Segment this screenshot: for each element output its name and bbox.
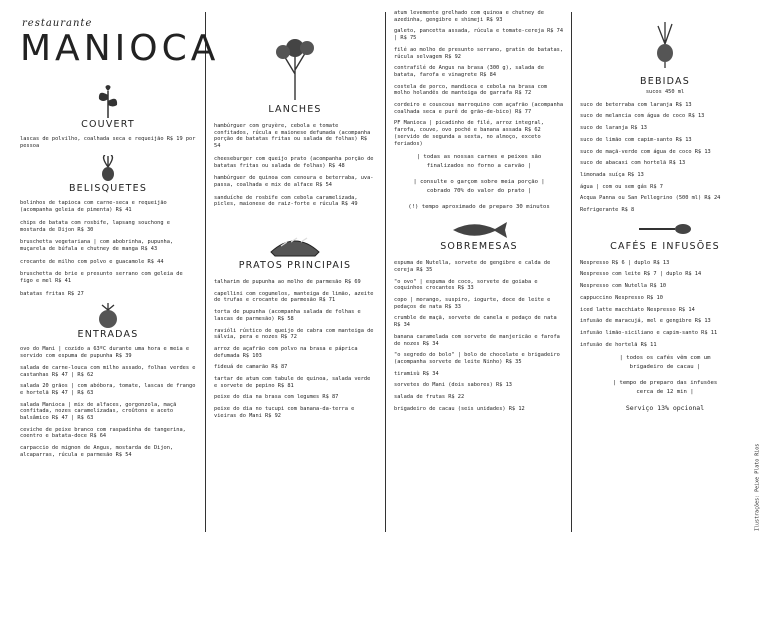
list-item: suco de maçã-verde com água de coco R$ 13 [580, 148, 711, 155]
column-3 [394, 10, 564, 553]
list-item: galeto, pancetta assada, rúcula e tomate-cereja R$ 74 | R$ 75 [394, 28, 564, 42]
list-item: bruschetta de brie e presunto serrano com geleia de figo e mel R$ 41 [20, 271, 183, 285]
list-item: limonada suíça R$ 13 [580, 171, 644, 178]
list-item: ravióli rústico de queijo de cabra com manteiga de sálvia, pera e nozes R$ 72 [214, 327, 374, 341]
list-item: batatas fritas R$ 27 [20, 290, 84, 297]
section-title-cafes: CAFÉS E INFUSÕES [610, 240, 720, 252]
list-item: sanduíche de rosbife com cebola caramelizada, picles, maionese de raiz-forte e rúcula R$ 49 [214, 194, 358, 208]
list-item: peixe do dia no tucupi com banana-da-terra e vieiras do Mani R$ 92 [214, 406, 355, 419]
note: | consulte o garçom sobre meia porção | cobrado 70% do valor do prato | [413, 179, 545, 195]
list-item: infusão limão-siciliano e capim-santo R$ 11 [580, 329, 718, 336]
separator [571, 12, 572, 532]
list-item: bolinhos de tapioca com carne-seca e requeijão (acompanha geleia de pimenta) R$ 41 [20, 200, 167, 214]
list-item: brigadeiro de cacau (seis unidades) R$ 12 [394, 405, 525, 412]
list-item: hambúrguer de quinoa com cenoura e beterraba, uva-passa, coalhada e mix de alface R$ 54 [214, 175, 374, 188]
list-item: crumble de maçã, sorvete de canela e pedaço de nata R$ 34 [394, 315, 557, 329]
list-item: peixe do dia na brasa com legumes R$ 87 [214, 394, 339, 401]
list-item: filé ao molho de presunto serrano, gratin de batatas, rúcula selvagem R$ 92 [394, 46, 564, 60]
brand-title: MANIOCA [20, 28, 220, 69]
list-item: costela de porco, mandioca e cebola na brasa com molho holandês de manteiga de garrafa R$ 72 [394, 83, 548, 97]
section-title-lanches: LANCHES [268, 104, 322, 115]
brand-subtitle: restaurante [22, 18, 93, 29]
section-title-couvert: COUVERT [81, 119, 135, 130]
list-item: suco de beterraba com laranja R$ 13 [580, 101, 692, 108]
section-title-entradas: ENTRADAS [77, 329, 139, 341]
list-item: Nespresso com leite R$ 7 | duplo R$ 14 [580, 271, 702, 278]
list-item: fideuá de camarão R$ 87 [214, 364, 288, 371]
list-item: copo | morango, suspiro, iogurte, doce de leite e pedaços de nata R$ 33 [394, 297, 551, 310]
list-item: sorvetes do Mani (dois sabores) R$ 13 [394, 382, 512, 389]
fish-illustration-icon [449, 219, 509, 241]
list-item: água | com ou sem gás R$ 7 [580, 183, 663, 190]
list-item: Nespresso R$ 6 | duplo R$ 13 [580, 259, 670, 266]
illustration-credit: Ilustrações: Peixe Plato Rios [754, 443, 760, 531]
note: | todas as nossas carnes e peixes são finalizados no forno a carvão | [416, 154, 542, 170]
note: (!) tempo aproximado de preparo 30 minutos [408, 204, 550, 211]
list-item: salada de frutas R$ 22 [394, 394, 465, 401]
list-item: infusão de hortelã R$ 11 [580, 341, 657, 348]
turnip-illustration-icon [650, 22, 680, 68]
list-item: torta de pupunha (acompanha salada de folhas e lascas de parmesão) R$ 58 [214, 309, 361, 322]
bread-illustration-icon [267, 228, 323, 260]
list-item: Nespresso com Nutella R$ 10 [580, 283, 667, 290]
list-item: salada 20 grãos | com abóbora, tomate, lascas de frango e hortelã R$ 47 | R$ 63 [20, 383, 196, 396]
list-item: arroz de açafrão com polvo na brasa e páprica defumada R$ 103 [214, 345, 358, 359]
list-item: suco de melancia com água de coco R$ 13 [580, 113, 705, 120]
separator [205, 12, 206, 532]
section-title-pratos: PRATOS PRINCIPAIS [238, 260, 352, 272]
column-1 [20, 85, 196, 628]
list-item: chips de batata com rosbife, lapsang souchong e mostarda de Dijon R$ 30 [20, 219, 170, 233]
section-title-belisquetes: BELISQUETES [68, 183, 148, 195]
bebidas-subtitle: sucos 450 ml [645, 89, 685, 95]
list-item: cordeiro e couscous marroquino com açafrão (acompanha coalhada seca e purê de grão-de-bico) R$ 77 [394, 102, 564, 115]
list-item: tartar de atum com tabule de quinoa, salada verde e sorvete de pepino R$ 81 [214, 376, 371, 389]
list-item: cheeseburger com queijo prato (acompanha porção de batatas fritas ou salada de folhas) R$ 48 [214, 155, 374, 169]
list-item: "o segredo do bolo" | bolo de chocolate e brigadeiro (acompanha sorvete de leite Ninho) R$ 35 [394, 352, 560, 365]
note: | tempo de preparo das infusões cerca de 12 min | [612, 380, 718, 396]
column-4 [580, 22, 750, 565]
list-item: ovo do Mani | cozido a 63ºC durante uma hora e meia e servido com espuma de pupunha R$ 39 [20, 346, 190, 360]
column-2 [214, 34, 376, 577]
list-item: atum levemente grelhado com quinoa e chutney de azedinha, gengibre e shimeji R$ 93 [394, 10, 544, 23]
note: | todos os cafés vêm com um brigadeiro de cacau | [619, 355, 711, 371]
list-item: infusão de maracujá, mel e gengibre R$ 13 [580, 318, 711, 325]
tomato-illustration-icon [93, 303, 123, 329]
list-item: iced latte macchiato Nespresso R$ 14 [580, 306, 695, 313]
list-item: salada Manioca | mix de alfaces, gorgonzola, maçã confitada, nozes caramelizadas, croûtons e aceto balsâmico R$ 47 | R$ 63 [20, 401, 177, 422]
leaf-illustration-icon [93, 85, 123, 119]
list-item: suco de laranja R$ 13 [580, 125, 647, 132]
list-item: tiramisù R$ 34 [394, 370, 439, 377]
list-item: hambúrguer com gruyère, cebola e tomate confitados, rúcula e maionese defumada (acompanha porção de batatas fritas ou salada de folhas) R$ 54 [214, 123, 371, 150]
list-item: crocante de milho com polvo e guacamole R$ 44 [20, 258, 164, 265]
herb-bunch-illustration-icon [273, 34, 317, 100]
list-item: ceviche de peixe branco com raspadinha de tangerina, coentro e batata-doce R$ 64 [20, 426, 186, 440]
list-item: capellini com cogumelos, manteiga de limão, azeite de trufas e crocante de parmesão R$ 71 [214, 290, 374, 304]
list-item: suco de limão com capim-santo R$ 13 [580, 136, 692, 143]
list-item: carpaccio de mignon de Angus, mostarda de Dijon, alcaparras, rúcula e parmesão R$ 54 [20, 445, 174, 458]
list-item: Acqua Panna ou San Pellegrino (500 ml) R$ 24 [580, 195, 721, 202]
list-item: PF Manioca | picadinho de filé, arroz integral, farofa, couve, ovo poché e banana assada R$ 62 (servido de segunda a sexta, no almoço, exceto feriados) [394, 120, 544, 147]
list-item: espuma de Nutella, sorvete de gengibre e calda de cereja R$ 35 [394, 260, 551, 273]
list-item: lascas de polvilho, coalhada seca e requeijão R$ 19 por pessoa [20, 136, 196, 149]
separator [385, 12, 386, 532]
spoon-illustration-icon [637, 219, 693, 239]
list-item: contrafilé de Angus na brasa (300 g), salada de batata, farofa e vinagrete R$ 84 [394, 65, 544, 78]
section-title-sobremesas: SOBREMESAS [440, 241, 518, 253]
service-note: Serviço 13% opcional [625, 404, 705, 413]
list-item: salada de carne-louca com milho assado, folhas verdes e castanhas R$ 47 | R$ 62 [20, 364, 196, 378]
list-item: bruschetta vegetariana | com abobrinha, pupunha, muçarela de búfala e chutney de manga R$ 43 [20, 239, 174, 252]
list-item: "o ovo" | espuma de coco, sorvete de goiaba e coquinhos crocantes R$ 33 [394, 278, 538, 292]
list-item: cappuccino Nespresso R$ 10 [580, 294, 663, 301]
list-item: talharim de pupunha ao molho de parmesão R$ 69 [214, 279, 361, 286]
list-item: Refrigerante R$ 8 [580, 207, 635, 214]
section-title-bebidas: BEBIDAS [640, 76, 690, 87]
radish-illustration-icon [95, 155, 121, 183]
list-item: banana caramelada com sorvete de manjericão e farofa de nozes R$ 34 [394, 333, 560, 347]
list-item: suco de abacaxi com hortelã R$ 13 [580, 160, 686, 167]
